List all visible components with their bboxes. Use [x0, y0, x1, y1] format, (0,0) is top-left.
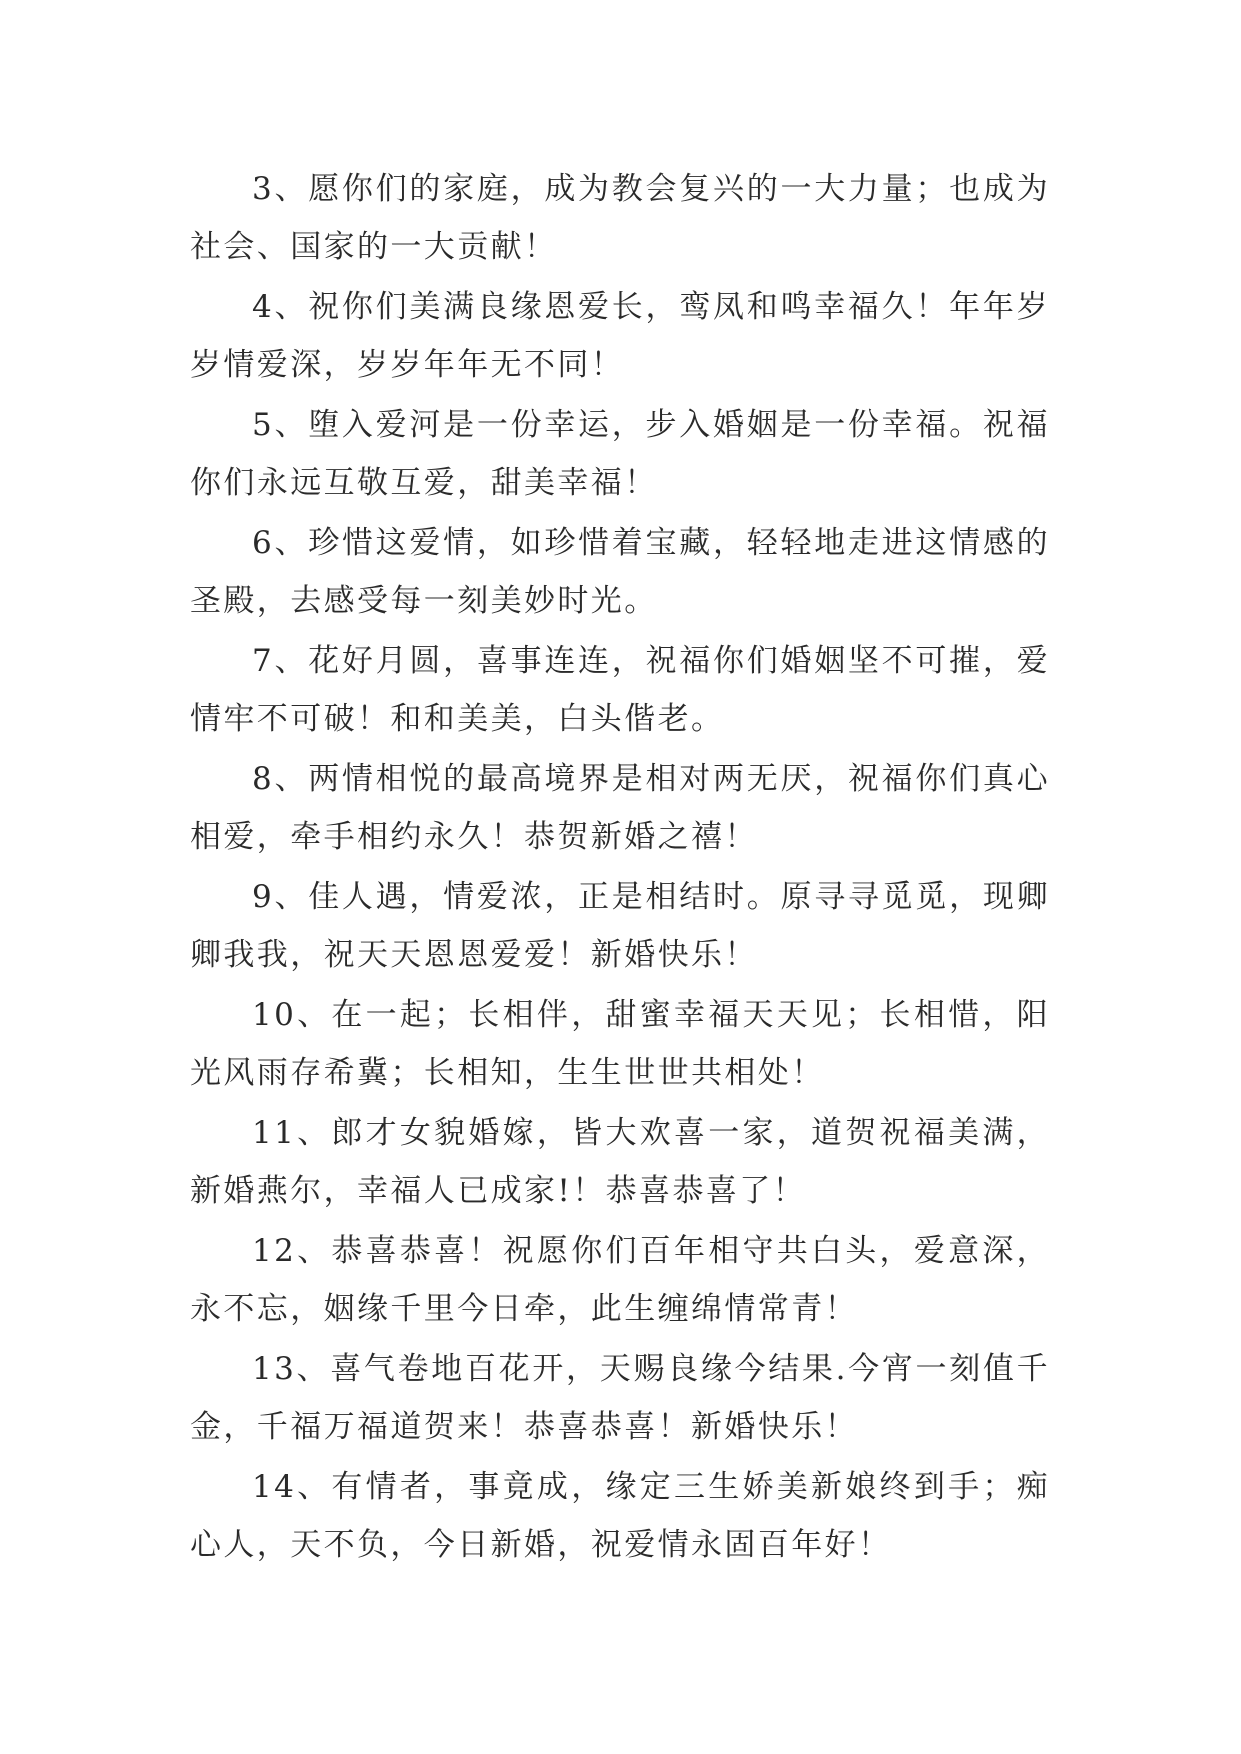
paragraph-item-5: 5、堕入爱河是一份幸运，步入婚姻是一份幸福。祝福你们永远互敬互爱，甜美幸福！ [190, 407, 1050, 501]
paragraph-item-7: 7、花好月圆，喜事连连，祝福你们婚姻坚不可摧，爱情牢不可破！和和美美，白头偕老。 [190, 643, 1050, 737]
paragraph-item-3: 3、愿你们的家庭，成为教会复兴的一大力量；也成为社会、国家的一大贡献！ [190, 171, 1050, 265]
paragraph-item-12: 12、恭喜恭喜！祝愿你们百年相守共白头，爱意深，永不忘，姻缘千里今日牵，此生缠绵情常青！ [190, 1233, 1050, 1327]
paragraph-item-13: 13、喜气卷地百花开，天赐良缘今结果.今宵一刻值千金，千福万福道贺来！恭喜恭喜！新婚快乐！ [190, 1351, 1050, 1445]
paragraph-item-10: 10、在一起；长相伴，甜蜜幸福天天见；长相惜，阳光风雨存希冀；长相知，生生世世共相处！ [190, 997, 1050, 1091]
paragraph-item-4: 4、祝你们美满良缘恩爱长，鸾凤和鸣幸福久！年年岁岁情爱深，岁岁年年无不同！ [190, 289, 1050, 383]
paragraph-item-14: 14、有情者，事竟成，缘定三生娇美新娘终到手；痴心人，天不负，今日新婚，祝爱情永固百年好！ [190, 1469, 1050, 1563]
paragraph-item-8: 8、两情相悦的最高境界是相对两无厌，祝福你们真心相爱，牵手相约永久！恭贺新婚之禧！ [190, 761, 1050, 855]
paragraph-item-11: 11、郎才女貌婚嫁，皆大欢喜一家，道贺祝福美满，新婚燕尔，幸福人已成家!！恭喜恭喜了！ [190, 1115, 1050, 1209]
document-body [190, 160, 1050, 1576]
paragraph-item-9: 9、佳人遇，情爱浓，正是相结时。原寻寻觅觅，现卿卿我我，祝天天恩恩爱爱！新婚快乐！ [190, 879, 1050, 973]
paragraph-item-6: 6、珍惜这爱情，如珍惜着宝藏，轻轻地走进这情感的圣殿，去感受每一刻美妙时光。 [190, 525, 1050, 619]
